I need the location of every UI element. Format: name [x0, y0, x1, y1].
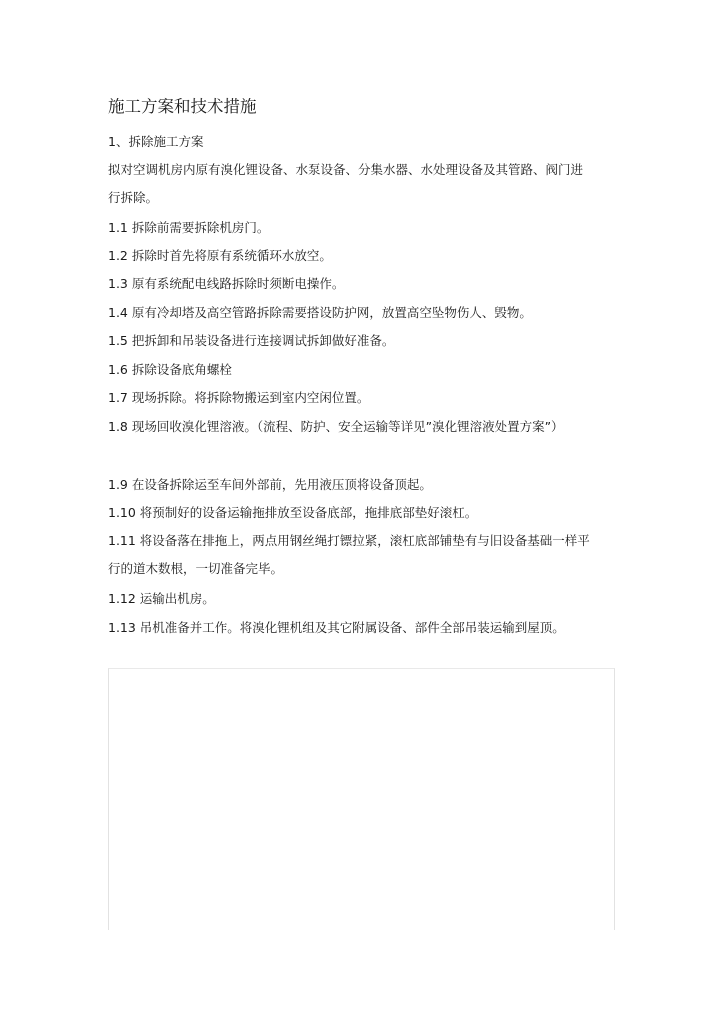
- step-1-8: 1.8 现场回收溴化锂溶液。（流程、防护、安全运输等详见”溴化锂溶液处置方案”）: [108, 419, 564, 434]
- step-1-1: 1.1 拆除前需要拆除机房门。: [108, 220, 270, 235]
- step-1-6: 1.6 拆除设备底角螺栓: [108, 362, 232, 377]
- step-1-13: 1.13 吊机准备并工作。将溴化锂机组及其它附属设备、部件全部吊装运输到屋顶。: [108, 620, 565, 635]
- step-1-7: 1.7 现场拆除。将拆除物搬运到室内空闲位置。: [108, 390, 370, 405]
- step-1-2: 1.2 拆除时首先将原有系统循环水放空。: [108, 248, 332, 263]
- step-1-11: 1.11 将设备落在排拖上，两点用钢丝绳打镖拉紧，滚杠底部铺垫有与旧设备基础一样平行的道木数根，一切准备完毕。: [108, 533, 590, 576]
- step-1-5: 1.5 把拆卸和吊装设备进行连接调试拆卸做好准备。: [108, 333, 395, 348]
- step-1-10: 1.10 将预制好的设备运输拖排放至设备底部，拖排底部垫好滚杠。: [108, 505, 478, 520]
- page-title: 施工方案和技术措施: [108, 97, 257, 116]
- intro-paragraph: 拟对空调机房内原有溴化锂设备、水泵设备、分集水器、水处理设备及其管路、阀门进行拆除。: [108, 162, 584, 205]
- section-heading: 1、拆除施工方案: [108, 134, 204, 149]
- figure-frame: [108, 668, 615, 930]
- step-1-3: 1.3 原有系统配电线路拆除时须断电操作。: [108, 276, 345, 291]
- step-1-12: 1.12 运输出机房。: [108, 591, 215, 606]
- step-1-4: 1.4 原有冷却塔及高空管路拆除需要搭设防护网，放置高空坠物伤人、毁物。: [108, 305, 532, 320]
- step-1-9: 1.9 在设备拆除运至车间外部前，先用液压顶将设备顶起。: [108, 477, 432, 492]
